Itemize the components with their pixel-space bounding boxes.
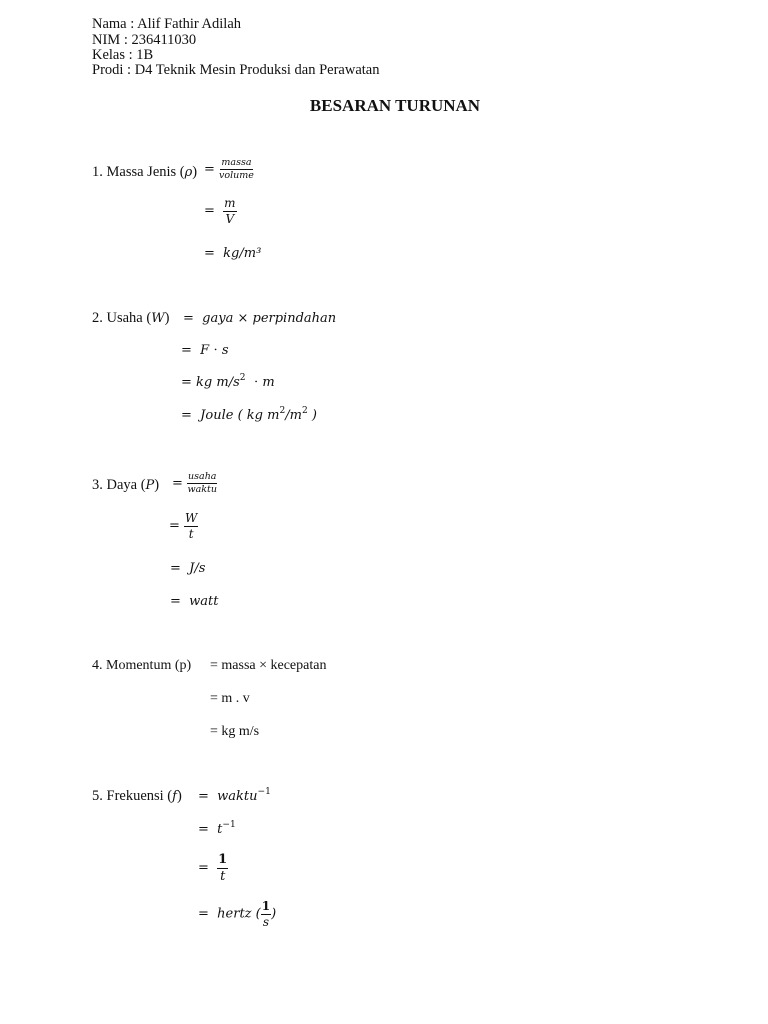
frequency-step-2: = $t^{-1}$: [198, 819, 236, 837]
work-label: 2. Usaha (W): [92, 310, 170, 326]
nim-line: NIM : 236411030: [92, 32, 197, 48]
power-label: 3. Daya (P): [92, 477, 160, 493]
momentum-label: 4. Momentum (p): [92, 658, 192, 673]
power-step-2: = $\frac{W}{t}$: [169, 511, 198, 541]
momentum-unit: = kg m/s: [210, 724, 260, 739]
power-step-3: = J/s: [170, 561, 206, 576]
name-line: Nama : Alif Fathir Adilah: [92, 16, 242, 32]
power-formula: = $\frac{\text{usaha}}{\text{waktu}}$: [172, 471, 217, 495]
frequency-label: 5. Frekuensi (f): [92, 788, 182, 804]
momentum-step-2: = m . v: [210, 691, 250, 706]
work-unit: = Joule ( kg $m^2/m^2$ ): [181, 405, 317, 423]
study-program-line: Prodi : D4 Teknik Mesin Produksi dan Perawatan: [92, 62, 380, 78]
frequency-step-3: = $\frac{1}{t}$: [198, 852, 228, 884]
page-title: BESARAN TURUNAN: [309, 96, 481, 115]
density-formula: = $\frac{\text{massa}}{\text{volume}}$: [204, 157, 254, 181]
density-unit: = kg/m³: [204, 246, 262, 261]
frequency-formula: = waktu$^{-1}$: [198, 786, 271, 804]
density-step-2: = $\frac{m}{V}$: [204, 196, 236, 226]
momentum-formula: = massa × kecepatan: [210, 658, 327, 673]
power-unit: = watt: [170, 594, 219, 609]
work-formula: = gaya × perpindahan: [183, 311, 337, 326]
density-label: 1. Massa Jenis (ρ): [92, 164, 198, 180]
frequency-unit: = hertz ( $\frac{1}{s}$ ): [198, 899, 277, 929]
work-step-2: = F ⋅ s: [181, 343, 229, 358]
work-step-3: = kg $m/s^2 \cdot m$: [181, 372, 275, 390]
class-line: Kelas : 1B: [92, 47, 154, 63]
